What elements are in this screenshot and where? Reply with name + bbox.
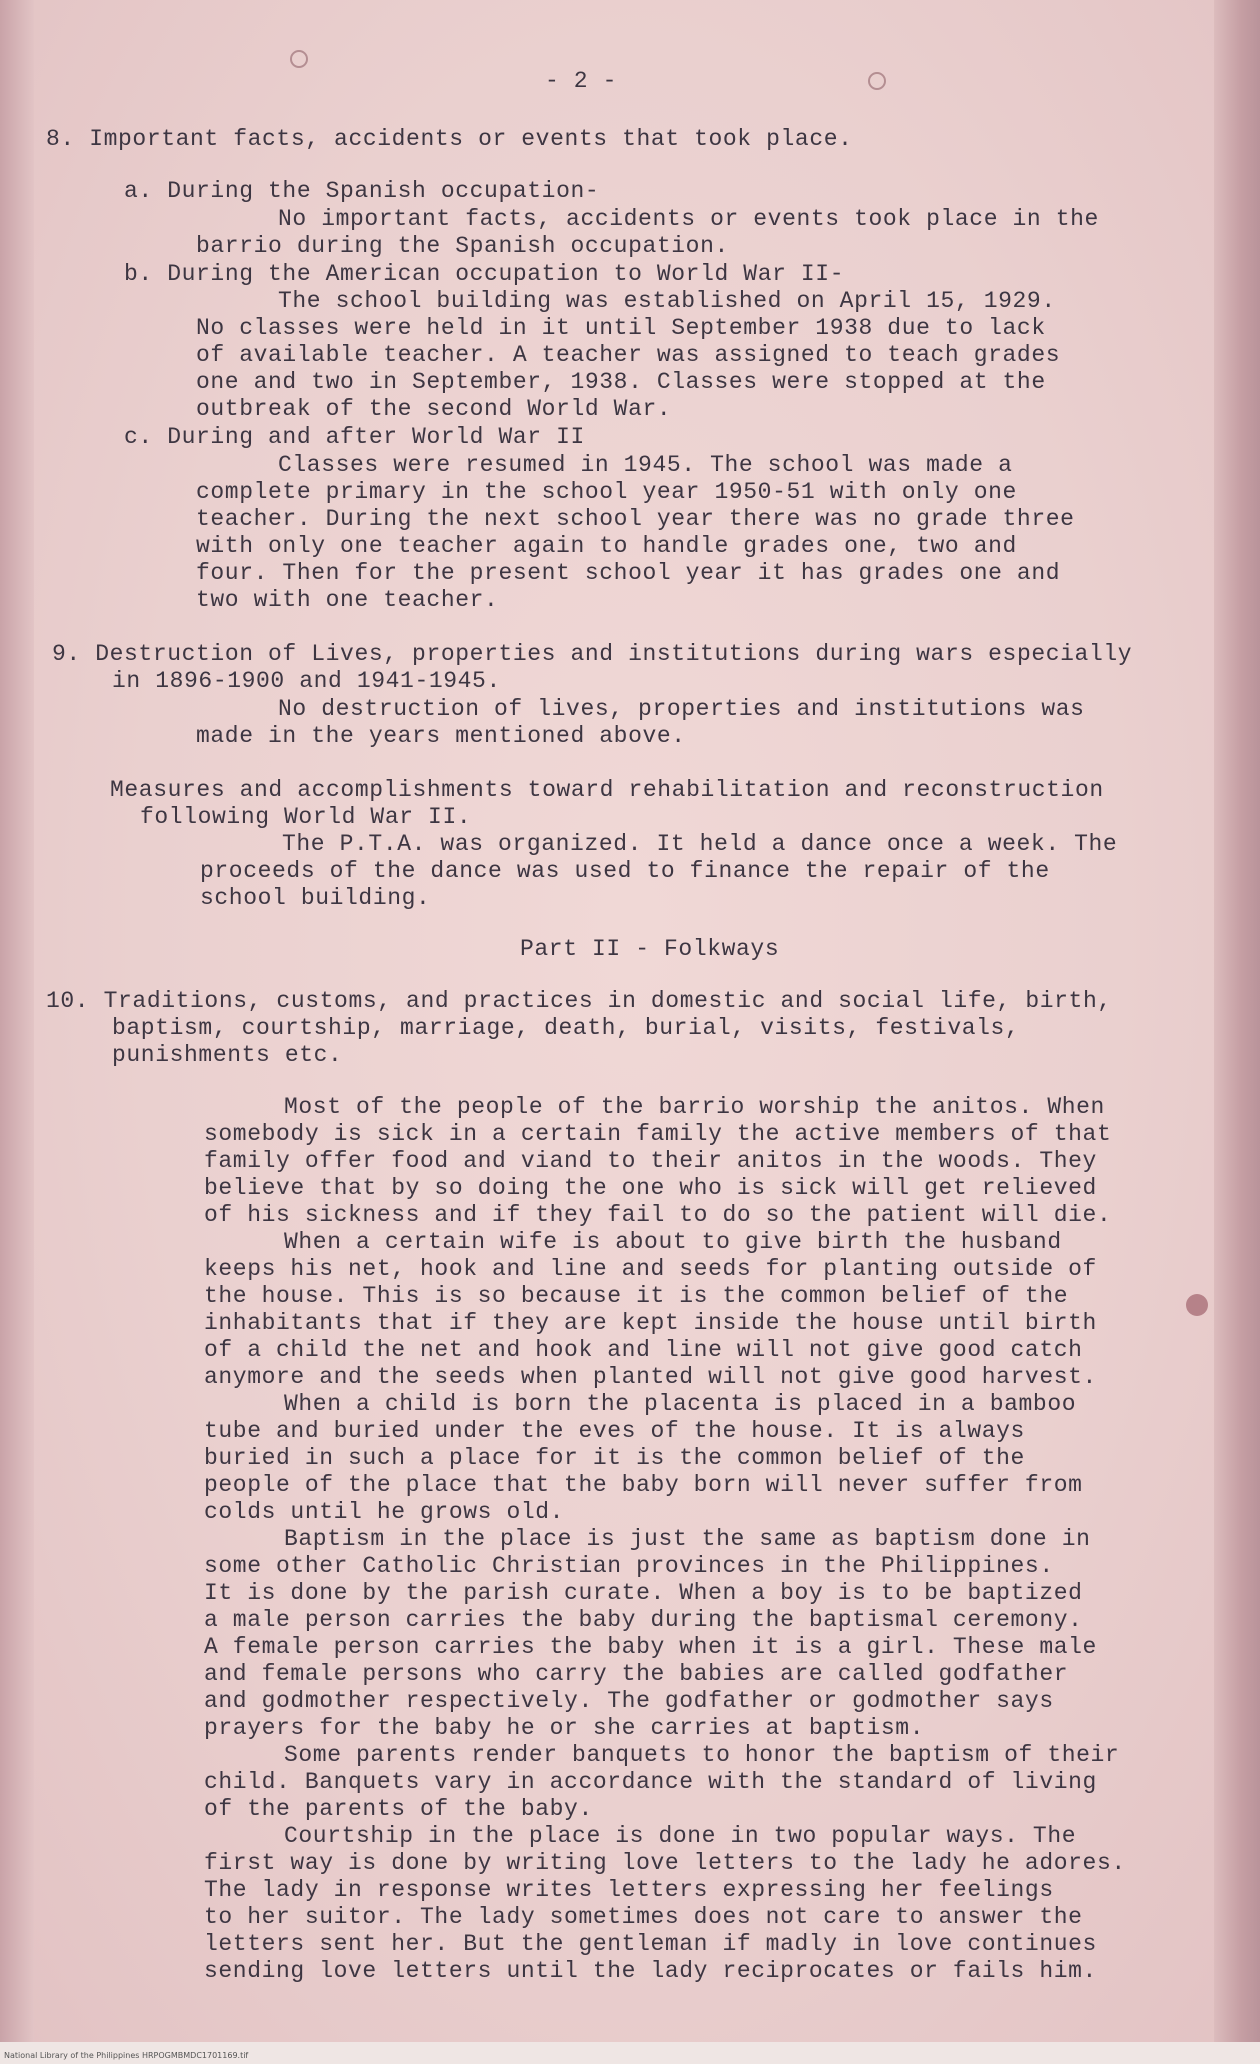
section-8c-line: four. Then for the present school year it has grades one and	[196, 560, 1061, 586]
section-10-line: people of the place that the baby born will never suffer from	[204, 1472, 1083, 1498]
section-10-title: 10. Traditions, customs, and practices in domestic and social life, birth,	[46, 988, 1112, 1014]
section-10-line: of the parents of the baby.	[204, 1796, 593, 1822]
section-10-line: some other Catholic Christian provinces in the Philippines.	[204, 1553, 1054, 1579]
part-2-heading: Part II - Folkways	[520, 936, 780, 962]
section-10-line: colds until he grows old.	[204, 1499, 565, 1525]
page-number: - 2 -	[545, 68, 618, 94]
section-8c-line: with only one teacher again to handle grades one, two and	[196, 533, 1017, 559]
section-10-line: a male person carries the baby during the baptismal ceremony.	[204, 1607, 1083, 1633]
section-8b-line: outbreak of the second World War.	[196, 396, 672, 422]
section-10-line: keeps his net, hook and line and seeds for planting outside of	[204, 1256, 1097, 1282]
section-10-line: Some parents render banquets to honor the baptism of their	[284, 1742, 1120, 1768]
section-8b-line: The school building was established on April 15, 1929.	[278, 288, 1056, 314]
section-10-line: Courtship in the place is done in two popular ways. The	[284, 1823, 1077, 1849]
ink-stain	[1186, 1294, 1208, 1316]
measures-line: proceeds of the dance was used to finance the repair of the	[200, 858, 1050, 884]
section-8b-line: No classes were held in it until September 1938 due to lack	[196, 315, 1046, 341]
section-10-title: punishments etc.	[112, 1042, 343, 1068]
section-10-line: and godmother respectively. The godfather or godmother says	[204, 1688, 1054, 1714]
section-10-line: believe that by so doing the one who is sick will get relieved	[204, 1175, 1097, 1201]
section-8c-line: teacher. During the next school year there was no grade three	[196, 506, 1075, 532]
section-10-line: Baptism in the place is just the same as baptism done in	[284, 1526, 1091, 1552]
section-10-line: inhabitants that if they are kept inside the house until birth	[204, 1310, 1097, 1336]
measures-title: Measures and accomplishments toward rehabilitation and reconstruction	[110, 777, 1104, 803]
scan-footer-text: National Library of the Philippines HRPOGMBMDC1701169.tif	[4, 2051, 249, 2060]
section-10-line: Most of the people of the barrio worship the anitos. When	[284, 1094, 1105, 1120]
section-9-title: in 1896-1900 and 1941-1945.	[112, 668, 501, 694]
section-10-line: anymore and the seeds when planted will not give good harvest.	[204, 1364, 1097, 1390]
section-10-line: somebody is sick in a certain family the active members of that	[204, 1121, 1112, 1147]
section-10-line: family offer food and viand to their anitos in the woods. They	[204, 1148, 1097, 1174]
section-8b-heading: b. During the American occupation to World War II-	[124, 261, 845, 287]
section-10-line: first way is done by writing love letters to the lady he adores.	[204, 1850, 1126, 1876]
section-8c-line: two with one teacher.	[196, 587, 499, 613]
section-8a-line: barrio during the Spanish occupation.	[196, 233, 729, 259]
section-10-line: When a certain wife is about to give birth the husband	[284, 1229, 1062, 1255]
section-10-line: A female person carries the baby when it is a girl. These male	[204, 1634, 1097, 1660]
section-10-line: The lady in response writes letters expressing her feelings	[204, 1877, 1054, 1903]
measures-line: The P.T.A. was organized. It held a dance once a week. The	[282, 831, 1118, 857]
section-8c-line: complete primary in the school year 1950-51 with only one	[196, 479, 1017, 505]
measures-title: following World War II.	[140, 804, 472, 830]
section-10-line: When a child is born the placenta is placed in a bamboo	[284, 1391, 1077, 1417]
section-10-line: letters sent her. But the gentleman if madly in love continues	[204, 1931, 1097, 1957]
section-10-line: tube and buried under the eves of the house. It is always	[204, 1418, 1025, 1444]
section-8c-line: Classes were resumed in 1945. The school was made a	[278, 452, 1013, 478]
section-10-line: sending love letters until the lady reciprocates or fails him.	[204, 1958, 1097, 1984]
measures-line: school building.	[200, 885, 431, 911]
section-10-line: to her suitor. The lady sometimes does not care to answer the	[204, 1904, 1083, 1930]
section-8b-line: one and two in September, 1938. Classes were stopped at the	[196, 369, 1046, 395]
page-right-edge	[1214, 0, 1260, 2064]
section-9-line: No destruction of lives, properties and institutions was	[278, 696, 1085, 722]
section-9-line: made in the years mentioned above.	[196, 723, 686, 749]
section-10-line: the house. This is so because it is the common belief of the	[204, 1283, 1069, 1309]
binding-hole-left	[290, 50, 308, 68]
section-10-line: buried in such a place for it is the common belief of the	[204, 1445, 1025, 1471]
section-9-title: 9. Destruction of Lives, properties and institutions during wars especially	[52, 641, 1133, 667]
section-10-line: child. Banquets vary in accordance with the standard of living	[204, 1769, 1097, 1795]
section-10-line: It is done by the parish curate. When a boy is to be baptized	[204, 1580, 1083, 1606]
section-10-title: baptism, courtship, marriage, death, burial, visits, festivals,	[112, 1015, 1020, 1041]
section-8a-line: No important facts, accidents or events took place in the	[278, 206, 1099, 232]
section-8-title: 8. Important facts, accidents or events that took place.	[46, 126, 853, 152]
binding-hole-right	[868, 72, 886, 90]
section-8c-heading: c. During and after World War II	[124, 424, 585, 450]
section-10-line: of his sickness and if they fail to do so the patient will die.	[204, 1202, 1112, 1228]
section-8b-line: of available teacher. A teacher was assigned to teach grades	[196, 342, 1061, 368]
section-10-line: of a child the net and hook and line will not give good catch	[204, 1337, 1083, 1363]
page-left-edge	[0, 0, 34, 2064]
section-10-line: and female persons who carry the babies are called godfather	[204, 1661, 1069, 1687]
section-10-line: prayers for the baby he or she carries at baptism.	[204, 1715, 925, 1741]
section-8a-heading: a. During the Spanish occupation-	[124, 178, 600, 204]
scan-footer-bar	[0, 2042, 1260, 2064]
